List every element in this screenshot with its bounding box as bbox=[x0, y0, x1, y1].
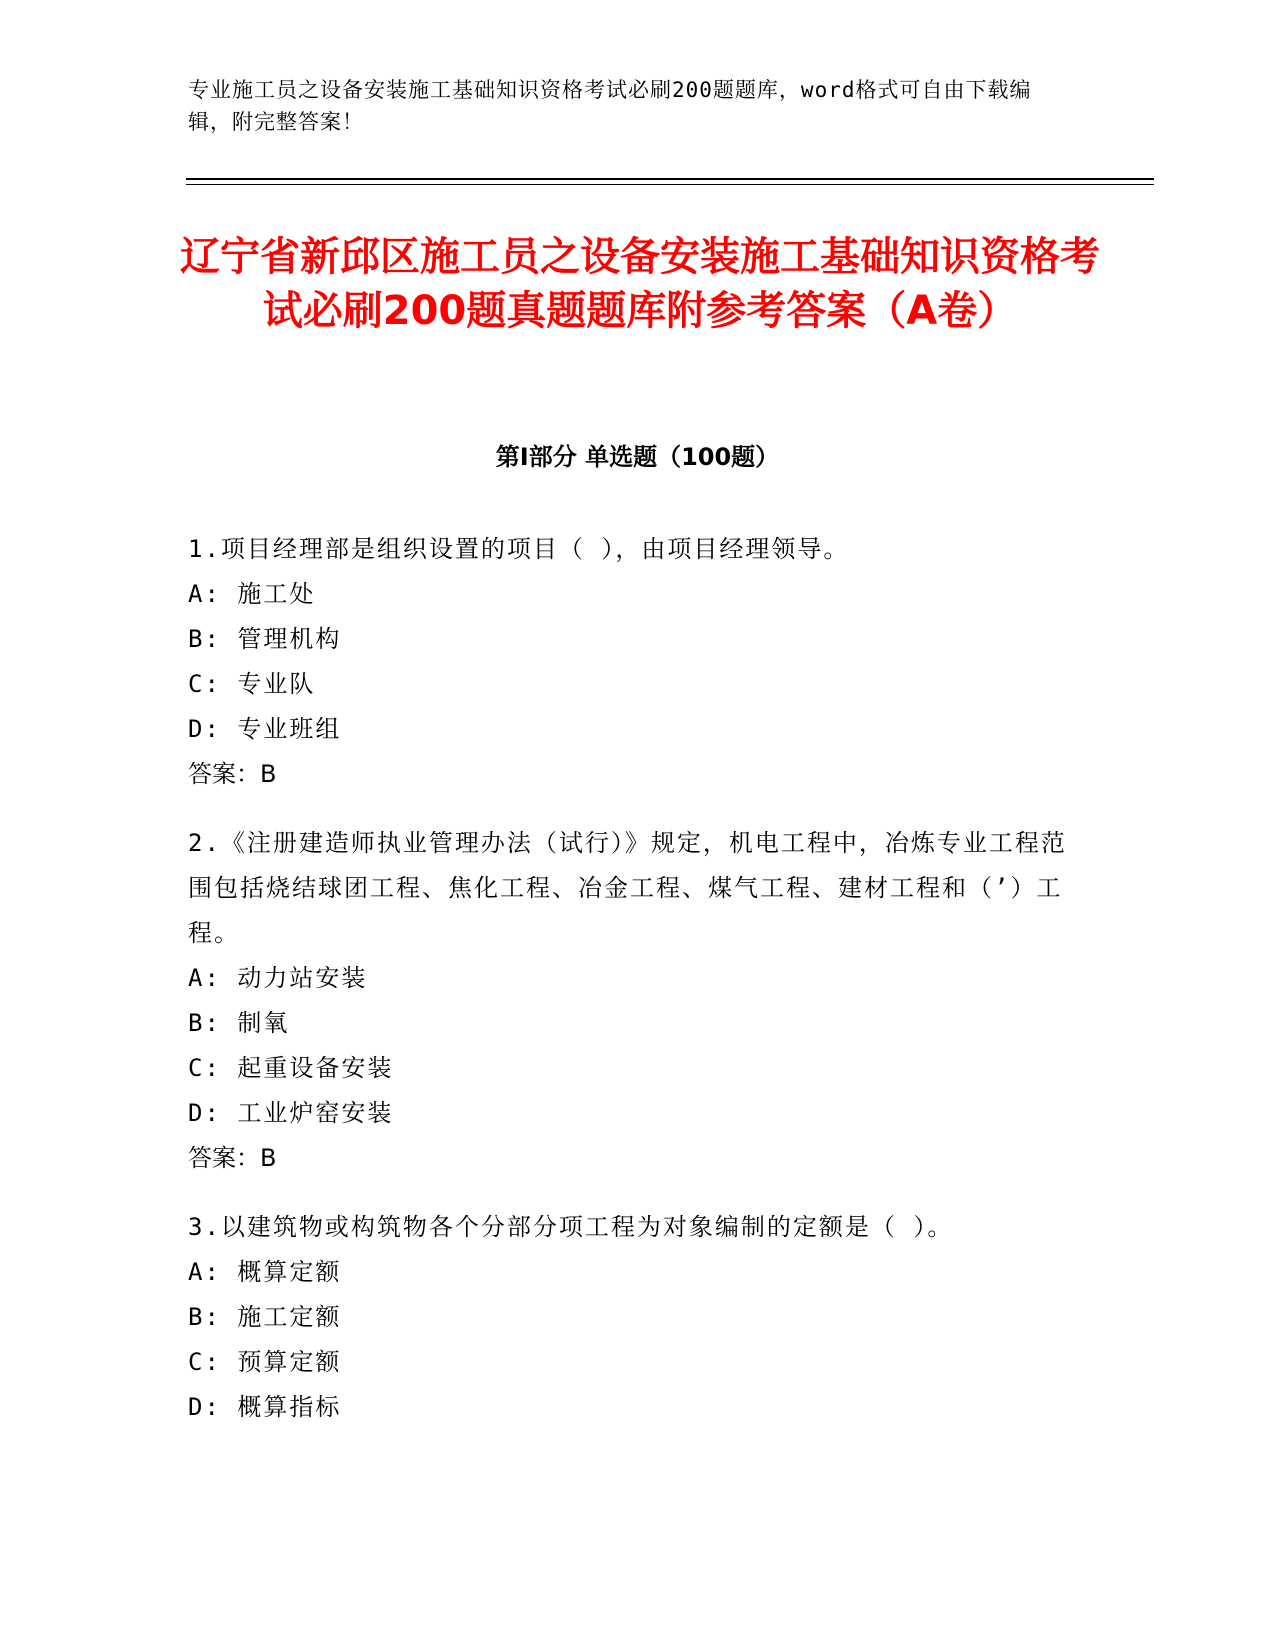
header-note: 专业施工员之设备安装施工基础知识资格考试必刷200题题库，word格式可自由下载编辑，附完整答案！ bbox=[188, 78, 1032, 134]
option-b: B: 制氧 bbox=[188, 1009, 290, 1037]
question-text: 1.项目经理部是组织设置的项目（ ），由项目经理领导。 bbox=[188, 535, 850, 563]
question-text: 3.以建筑物或构筑物各个分部分项工程为对象编制的定额是（ ）。 bbox=[188, 1213, 954, 1241]
header-rule-thin bbox=[186, 184, 1154, 185]
option-d: D: 专业班组 bbox=[188, 715, 342, 743]
option-a: A: 施工处 bbox=[188, 580, 316, 608]
answer: 答案：B bbox=[188, 1144, 277, 1172]
option-a: A: 动力站安装 bbox=[188, 964, 368, 992]
option-c: C: 专业队 bbox=[188, 670, 316, 698]
option-c: C: 起重设备安装 bbox=[188, 1054, 394, 1082]
section-title: 第Ⅰ部分 单选题（100题） bbox=[495, 443, 780, 471]
option-b: B: 管理机构 bbox=[188, 625, 342, 653]
option-b: B: 施工定额 bbox=[188, 1303, 342, 1331]
question-2 bbox=[188, 821, 1068, 1181]
question-3 bbox=[188, 1205, 1068, 1430]
document-title: 辽宁省新邱区施工员之设备安装施工基础知识资格考试必刷200题真题题库附参考答案（A卷） bbox=[180, 234, 1100, 334]
question-text: 2.《注册建造师执业管理办法（试行）》规定，机电工程中，冶炼专业工程范围包括烧结球团工程、焦化工程、冶金工程、煤气工程、建材工程和（’）工程。 bbox=[188, 829, 1067, 947]
option-d: D: 概算指标 bbox=[188, 1393, 342, 1421]
option-a: A: 概算定额 bbox=[188, 1258, 342, 1286]
question-list bbox=[188, 527, 1068, 1454]
answer: 答案：B bbox=[188, 760, 277, 788]
question-1 bbox=[188, 527, 1068, 797]
option-d: D: 工业炉窑安装 bbox=[188, 1099, 394, 1127]
header-rule-thick bbox=[186, 178, 1154, 180]
option-c: C: 预算定额 bbox=[188, 1348, 342, 1376]
